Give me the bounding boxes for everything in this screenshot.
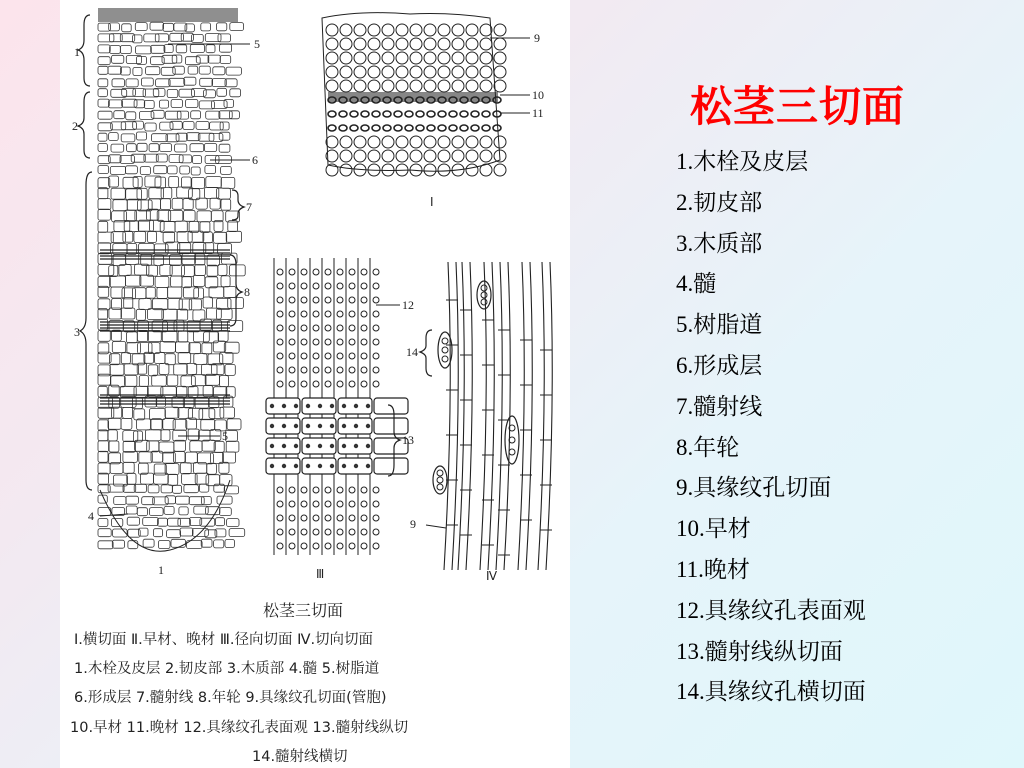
callout-9: 9: [534, 31, 540, 45]
legend-item: 2.韧皮部: [676, 189, 763, 215]
callout-10: 10: [532, 88, 544, 102]
legend-item: 3.木质部: [676, 230, 763, 256]
callout-11: 11: [532, 106, 544, 120]
panel-label-IV: Ⅳ: [486, 569, 498, 583]
legend-item: 4.髓: [676, 271, 717, 297]
legend-item: 13.髓射线纵切面: [676, 638, 843, 664]
panel-label-1: 1: [158, 563, 164, 577]
slide-title: 松茎三切面: [690, 82, 906, 131]
callout-3: 3: [74, 325, 80, 339]
radial-section: [266, 258, 408, 555]
callout-6: 6: [252, 153, 258, 167]
bark-band: [98, 8, 238, 22]
panel-label-III: Ⅲ: [316, 567, 325, 581]
legend-item: 12.具缘纹孔表面观: [676, 597, 866, 623]
figure-caption-line-3: 6.形成层 7.髓射线 8.年轮 9.具缘纹孔切面(管胞): [74, 690, 387, 706]
legend-item: 8.年轮: [676, 434, 740, 460]
callout-14: 14: [406, 345, 418, 359]
figure-caption-line-5: 14.髓射线横切: [252, 749, 348, 765]
callout-12: 12: [402, 298, 414, 312]
callout-4: 4: [88, 509, 94, 523]
callout-5a: 5: [254, 37, 260, 51]
legend-item: 5.树脂道: [676, 312, 763, 338]
earlywood-latewood-cells: [322, 13, 506, 176]
pine-stem-drawing: [60, 0, 570, 768]
callout-13: 13: [402, 433, 414, 447]
figure-caption-line-2: 1.木栓及皮层 2.韧皮部 3.木质部 4.髓 5.树脂道: [74, 661, 380, 677]
legend-item: 10.早材: [676, 516, 751, 542]
figure-caption-title: 松茎三切面: [263, 601, 344, 620]
callout-7: 7: [246, 200, 252, 214]
legend-item: 11.晚材: [676, 556, 750, 582]
figure-caption-line-1: Ⅰ.横切面 Ⅱ.早材、晚材 Ⅲ.径向切面 Ⅳ.切向切面: [74, 632, 374, 648]
panel-label-I: Ⅰ: [430, 195, 434, 209]
legend-item: 9.具缘纹孔切面: [676, 475, 832, 501]
callout-1: 1: [74, 45, 80, 59]
legend-item: 14.具缘纹孔横切面: [676, 679, 866, 705]
callout-5b: 5: [222, 429, 228, 443]
transverse-section-cells: [98, 22, 245, 551]
pine-stem-figure: [60, 0, 570, 768]
figure-caption-line-4: 10.早材 11.晚材 12.具缘纹孔表面观 13.髓射线纵切: [70, 720, 409, 736]
legend-list: [676, 142, 866, 713]
callout-2: 2: [72, 119, 78, 133]
tangential-section: [433, 262, 552, 570]
callout-9b: 9: [410, 517, 416, 531]
callout-8: 8: [244, 285, 250, 299]
legend-item: 6.形成层: [676, 352, 763, 378]
legend-item: 1.木栓及皮层: [676, 149, 809, 174]
legend-item: 7.髓射线: [676, 393, 763, 419]
